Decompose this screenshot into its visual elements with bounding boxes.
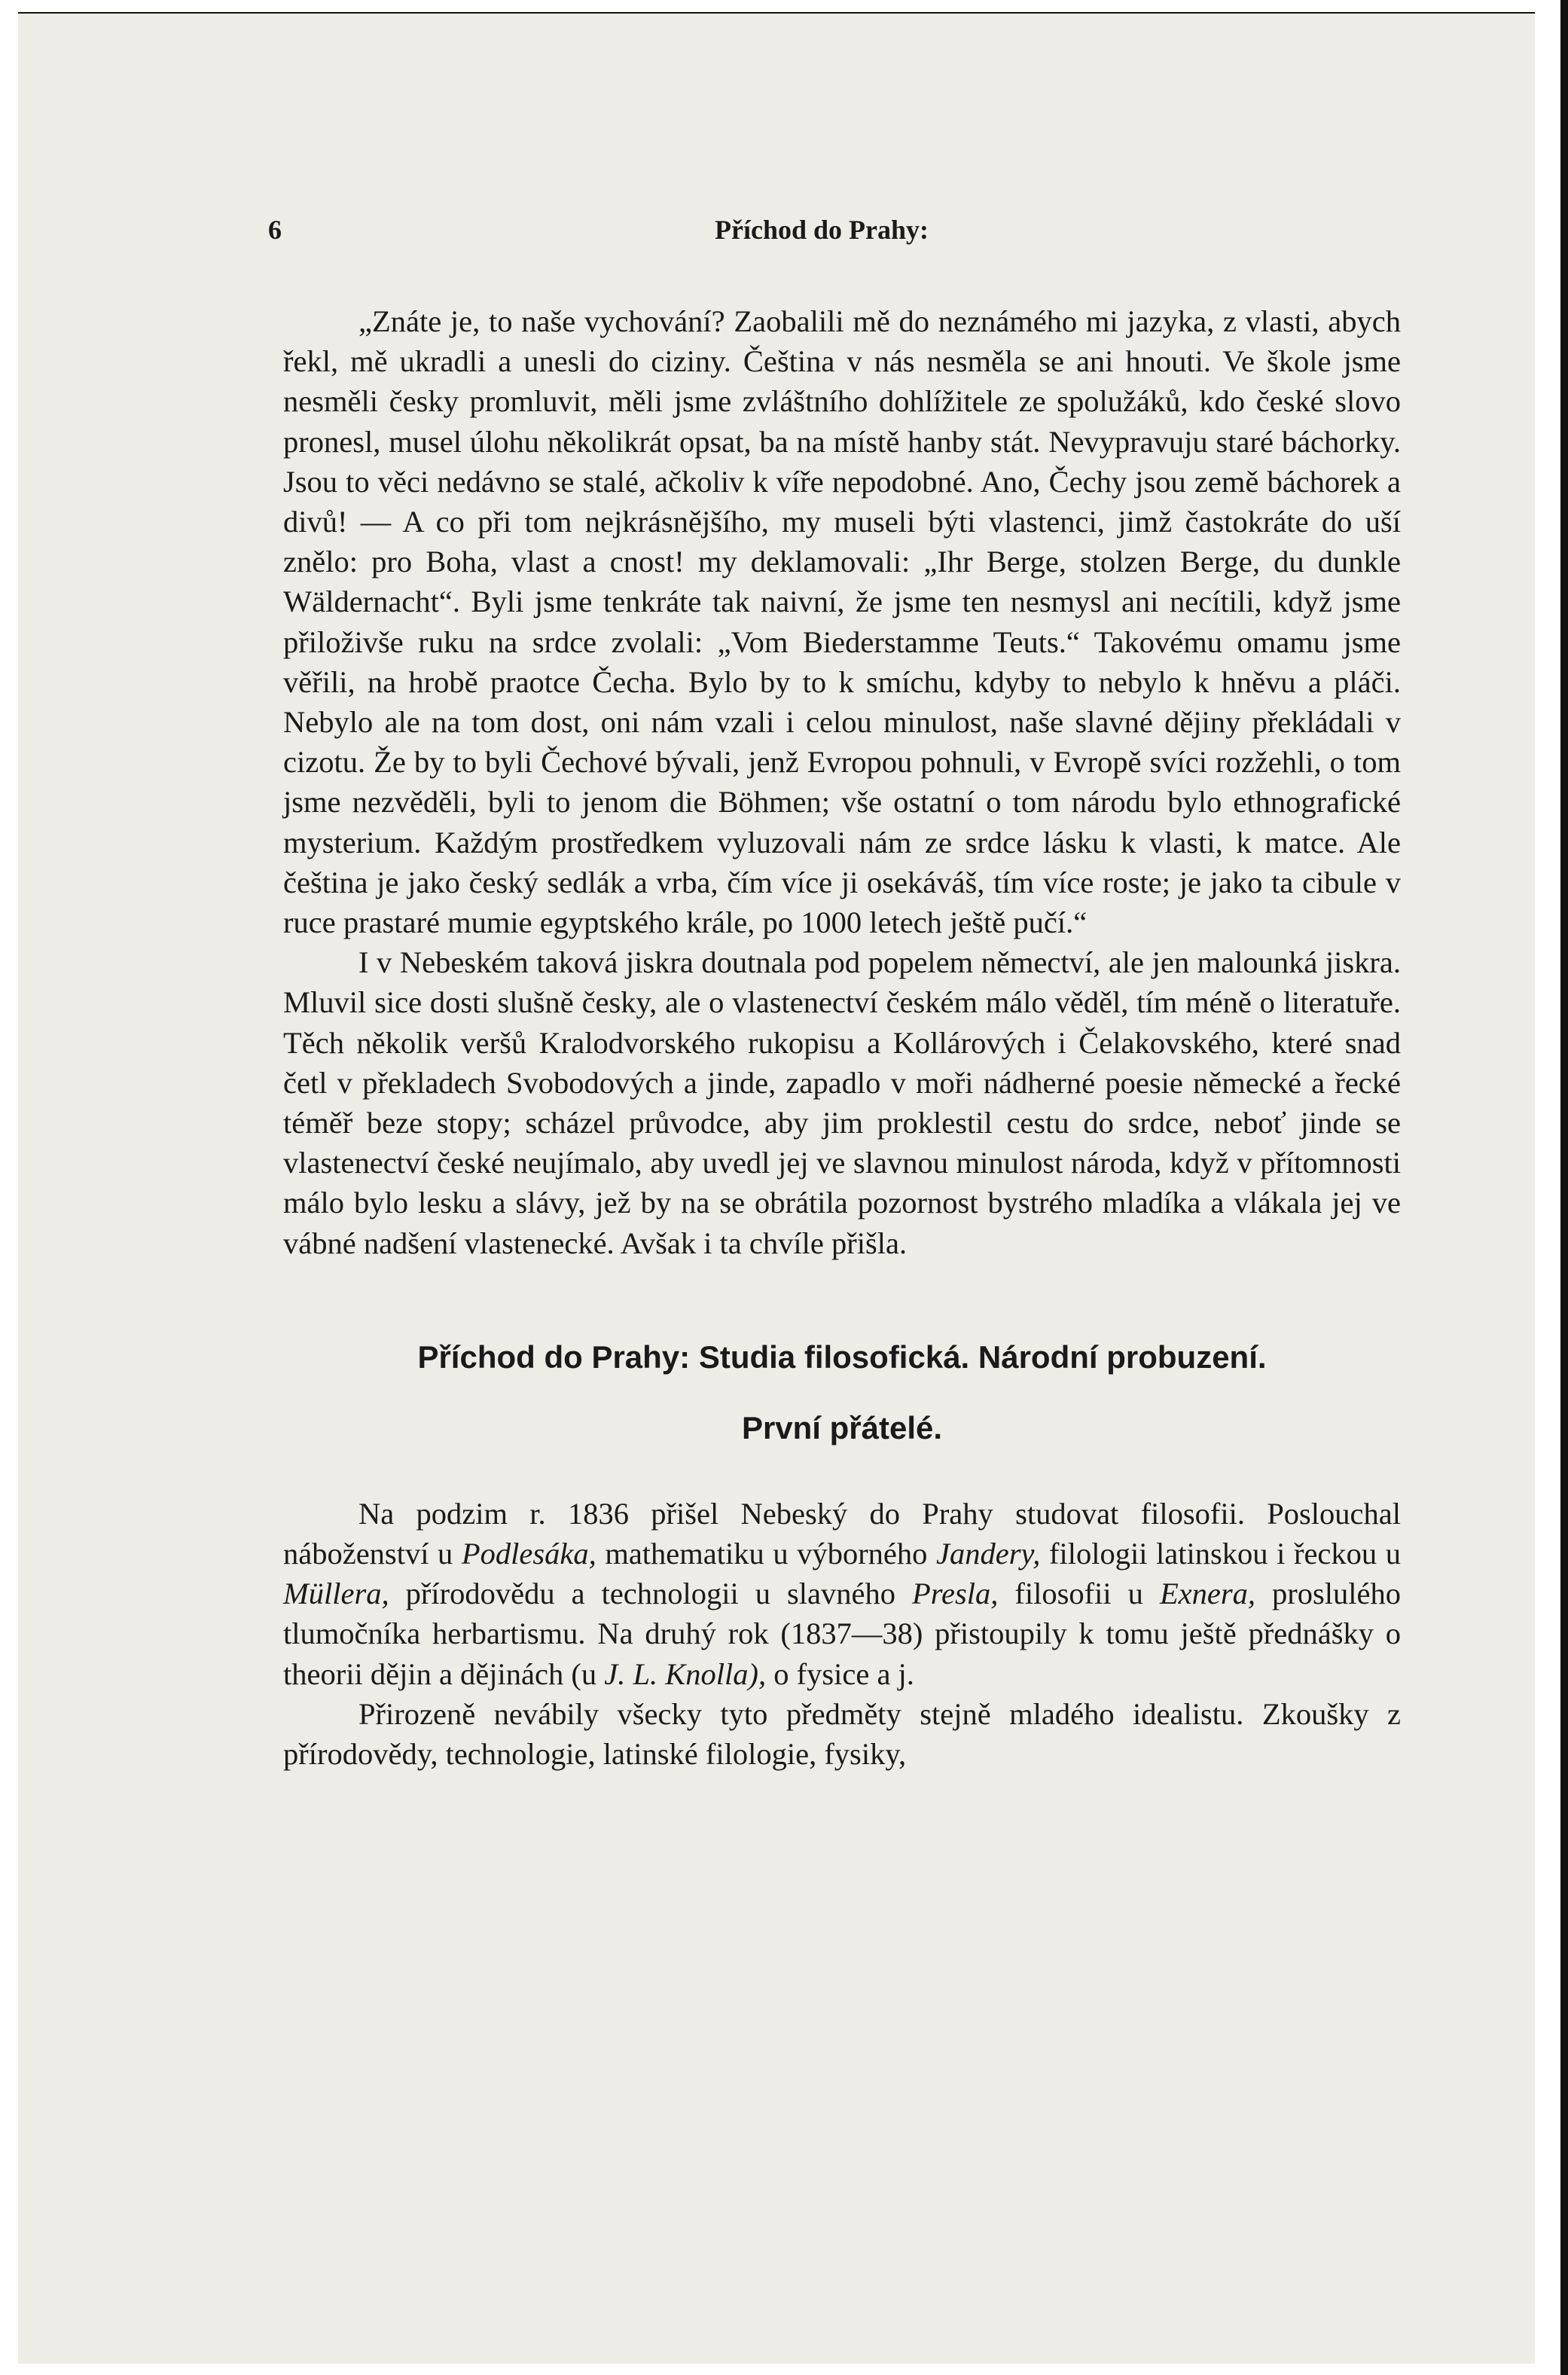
teacher-name: Müllera, bbox=[283, 1577, 389, 1611]
text-run: přírodovědu a technologii u slavného bbox=[389, 1577, 913, 1611]
paragraph-quote: „Znáte je, to naše vychování? Zaobalili mě do neznámého mi jazyka, z vlasti, abych řekl, mě ukradli a unesli do ciziny. Čeština v nás nesměla se ani hnouti. Ve škole jsme nesměli česky promluvit, měli jsme zvláštního dohlížitele ze spolužáků, kdo české slovo pronesl, musel úlohu několikrát opsat, ba na místě hanby stát. Nevypravuju staré báchorky. Jsou to věci nedávno se stalé, ačkoliv k víře nepodobné. Ano, Čechy jsou země báchorek a divů! — A co při tom nejkrásnějšího, my museli býti vlastenci, jimž častokráte do uší znělo: pro Boha, vlast a cnost! my deklamovali: „Ihr Berge, stolzen Berge, du dunkle Wäldernacht“. Byli jsme tenkráte tak naivní, že jsme ten nesmysl ani necítili, když jsme přiloživše ruku na srdce zvolali: „Vom Biederstamme Teuts.“ Takovému omamu jsme věřili, na hrobě praotce Čecha. Bylo by to k smíchu, kdyby to nebylo k hněvu a pláči. Nebylo ale na tom dost, oni nám vzali i celou minulost, naše slavné dějiny překládali v cizotu. Že by to byli Čechové bývali, jenž Evropou pohnuli, v Evropě svíci rozžehli, o tom jsme nezvěděli, byli to jenom die Böhmen; vše ostatní o tom národu bylo ethnografické mysterium. Každým prostředkem vyluzovali nám ze srdce lásku k vlasti, k matce. Ale čeština je jako český sedlák a vrba, čím více ji osekáváš, tím více roste; je jako ta cibule v ruce prastaré mumie egyptského krále, po 1000 letech ještě pučí.“ bbox=[283, 304, 1401, 940]
page-number: 6 bbox=[268, 215, 282, 245]
text-run: mathematiku u výborného bbox=[596, 1537, 937, 1571]
text-run: o fysice a j. bbox=[766, 1656, 914, 1691]
running-title: Příchod do Prahy: bbox=[715, 215, 929, 245]
teacher-name: Jandery, bbox=[936, 1537, 1041, 1571]
paragraph-nebesky-spark: I v Nebeském taková jiskra doutnala pod popelem němectví, ale jen malounká jiskra. Mluvil sice dosti slušně česky, ale o vlastenectví českém málo věděl, tím méně o literatuře. Těch několik veršů Kralodvorského rukopisu a Kollárových i Čelakovského, které snad četl v překladech Svobodových a jinde, zapadlo v moři nádherné poesie německé a řecké téměř beze stopy; scházel průvodce, aby jim proklestil cestu do srdce, neboť jinde se vlastenectví české neujímalo, aby uvedl jej ve slavnou minulost národa, když v přítomnosti málo bylo lesku a slávy, jež by na se obrátila pozornost bystrého mladíka a vlákala jej ve vábné nadšení vlastenecké. Avšak i ta chvíle přišla. bbox=[283, 945, 1401, 1260]
page-header bbox=[268, 214, 1375, 247]
text-run: filosofii u bbox=[998, 1577, 1160, 1611]
text-run: Na podzim r. 1836 přišel Nebeský do Prahy studovat filosofii. Poslouchal náboženství u bbox=[283, 1496, 1401, 1571]
section-heading-line2: První přátelé. bbox=[741, 1409, 943, 1445]
paragraph-subjects: Přirozeně nevábily všecky tyto předměty stejně mladého idealistu. Zkoušky z přírodovědy, technologie, latinské filologie, fysiky, bbox=[283, 1696, 1401, 1772]
text-run: proslulého tlumočníka herbartismu. Na druhý rok (1837—38) přistoupily k tomu ještě přednášky o theorii dějin a dějinách (u bbox=[283, 1577, 1402, 1691]
teacher-name: Exnera, bbox=[1159, 1577, 1256, 1611]
teacher-name: Podlesáka, bbox=[461, 1537, 596, 1571]
page-body bbox=[283, 301, 1401, 1774]
text-run: filologii latinskou i řeckou u bbox=[1040, 1537, 1402, 1571]
teacher-name: Presla, bbox=[912, 1577, 999, 1611]
binding-edge bbox=[1560, 0, 1568, 2375]
paragraph-studies bbox=[283, 1494, 1401, 1694]
section-heading-line1: Příchod do Prahy: Studia filosofická. Národní probuzení. bbox=[417, 1339, 1267, 1375]
teacher-name: J. L. Knolla), bbox=[604, 1656, 767, 1691]
section-heading bbox=[283, 1322, 1401, 1464]
